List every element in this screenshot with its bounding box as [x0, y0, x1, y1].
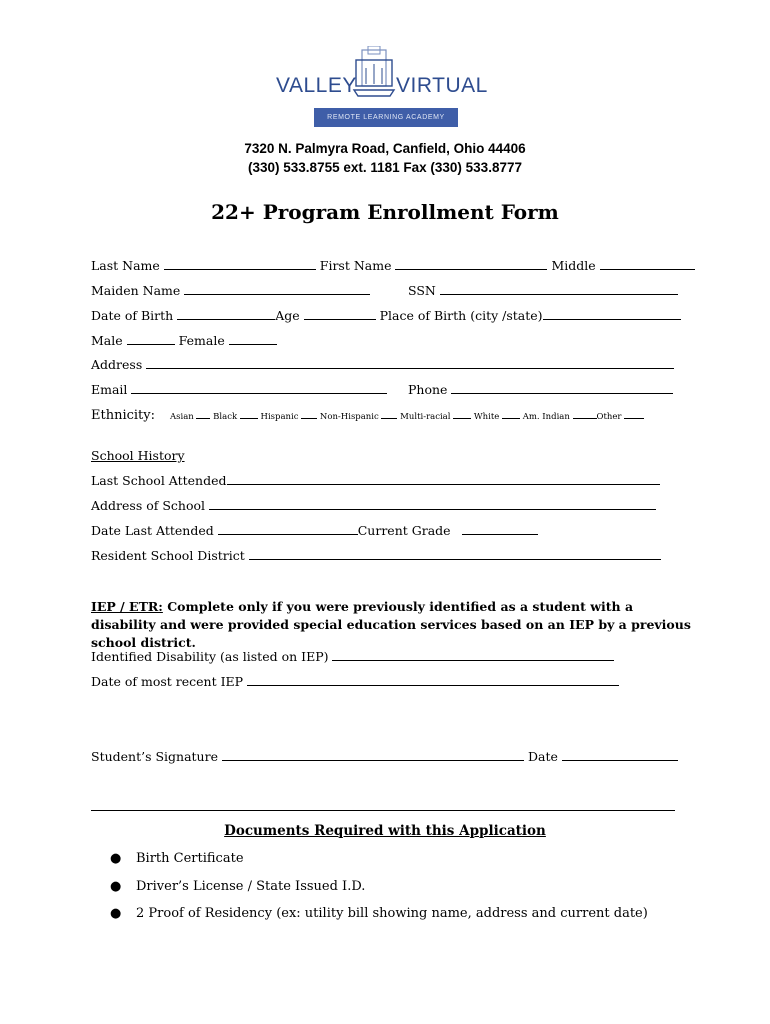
signature-date-group — [528, 749, 678, 764]
ethnicity-option-label: Non-Hispanic — [319, 412, 379, 422]
birth-row — [91, 308, 681, 323]
current-grade-field[interactable] — [462, 523, 538, 535]
disability-field[interactable] — [332, 649, 614, 661]
last-school-field[interactable] — [227, 473, 660, 485]
logo-word-valley: VALLEY — [276, 74, 357, 97]
recent-iep-row — [91, 674, 619, 689]
logo-word-virtual: VIRTUAL — [396, 74, 488, 97]
list-item — [110, 851, 244, 866]
email-field[interactable] — [131, 382, 387, 394]
ethnicity-option-label: White — [473, 412, 500, 422]
bullet-icon: ● — [110, 879, 122, 894]
date-last-field[interactable] — [218, 523, 358, 535]
document-item-label: 2 Proof of Residency (ex: utility bill showing name, address and current date) — [136, 906, 648, 921]
ethnicity-options — [170, 411, 644, 422]
bullet-icon: ● — [110, 906, 122, 921]
gender-row — [91, 333, 277, 348]
documents-heading: Documents Required with this Application — [224, 823, 546, 839]
first-name-field[interactable] — [395, 258, 547, 270]
ssn-label: SSN — [408, 283, 436, 298]
ssn-field[interactable] — [440, 283, 678, 295]
school-address-field[interactable] — [209, 498, 656, 510]
ethnicity-option-label: Multi-racial — [400, 412, 451, 422]
signature-field[interactable] — [222, 749, 524, 761]
list-item — [110, 906, 648, 921]
school-phone-fax: (330) 533.8755 ext. 1181 Fax (330) 533.8777 — [248, 160, 522, 175]
ethnicity-multiracial-field[interactable] — [453, 411, 471, 419]
ethnicity-option-label: Hispanic — [260, 412, 299, 422]
iep-instructions — [91, 598, 691, 652]
address-row — [91, 357, 674, 372]
female-label: Female — [178, 333, 225, 348]
current-grade-label: Current Grade — [357, 523, 451, 538]
list-item — [110, 879, 365, 894]
address-label: Address — [91, 357, 143, 372]
ethnicity-option-label: Other — [596, 412, 622, 422]
name-row — [91, 258, 695, 273]
phone-group — [408, 382, 673, 397]
female-field[interactable] — [229, 333, 277, 345]
signature-date-label: Date — [528, 749, 558, 764]
section-divider — [91, 810, 675, 811]
iep-text: Complete only if you were previously identified as a student with a disability and were provided special education services based on an IEP by a previous school district. — [91, 599, 691, 650]
date-last-label: Date Last Attended — [91, 523, 214, 538]
maiden-name-field[interactable] — [184, 283, 370, 295]
signature-row — [91, 749, 524, 764]
resident-district-field[interactable] — [249, 548, 661, 560]
resident-district-label: Resident School District — [91, 548, 245, 563]
ethnicity-option-label: Black — [213, 412, 238, 422]
email-row — [91, 382, 387, 397]
school-address-row — [91, 498, 656, 513]
ethnicity-non-hispanic-field[interactable] — [381, 411, 397, 419]
phone-field[interactable] — [451, 382, 673, 394]
ethnicity-white-field[interactable] — [502, 411, 520, 419]
maiden-name-label: Maiden Name — [91, 283, 181, 298]
middle-name-field[interactable] — [600, 258, 695, 270]
male-label: Male — [91, 333, 123, 348]
signature-date-field[interactable] — [562, 749, 678, 761]
first-name-label: First Name — [319, 258, 392, 273]
document-item-label: Driver’s License / State Issued I.D. — [136, 879, 366, 894]
recent-iep-field[interactable] — [247, 674, 619, 686]
form-title: 22+ Program Enrollment Form — [211, 200, 559, 224]
ethnicity-option-label: Asian — [170, 412, 194, 422]
last-school-label: Last School Attended — [91, 473, 227, 488]
recent-iep-label: Date of most recent IEP — [91, 674, 244, 689]
pob-label: Place of Birth (city /state) — [379, 308, 543, 323]
maiden-row — [91, 283, 370, 298]
school-address-label: Address of School — [91, 498, 205, 513]
email-label: Email — [91, 382, 128, 397]
age-field[interactable] — [304, 308, 376, 320]
ethnicity-option-label: Am. Indian — [522, 412, 570, 422]
ethnicity-am-indian-field[interactable] — [573, 411, 597, 419]
resident-district-row — [91, 548, 661, 563]
ethnicity-label: Ethnicity: — [91, 408, 156, 423]
dob-label: Date of Birth — [91, 308, 174, 323]
dob-field[interactable] — [177, 308, 275, 320]
signature-label: Student’s Signature — [91, 749, 218, 764]
iep-label: IEP / ETR: — [91, 599, 163, 614]
school-address: 7320 N. Palmyra Road, Canfield, Ohio 44406 — [244, 141, 526, 156]
ethnicity-hispanic-field[interactable] — [301, 411, 317, 419]
valley-virtual-logo — [270, 46, 500, 134]
address-field[interactable] — [146, 357, 674, 369]
ethnicity-black-field[interactable] — [240, 411, 258, 419]
phone-label: Phone — [408, 382, 448, 397]
middle-name-label: Middle — [551, 258, 596, 273]
ethnicity-other-field[interactable] — [624, 411, 644, 419]
male-field[interactable] — [127, 333, 175, 345]
school-history-heading: School History — [91, 448, 185, 463]
age-label: Age — [275, 308, 300, 323]
bullet-icon: ● — [110, 851, 122, 866]
pob-field[interactable] — [543, 308, 681, 320]
logo-building-icon — [352, 46, 396, 102]
document-item-label: Birth Certificate — [136, 851, 244, 866]
disability-label: Identified Disability (as listed on IEP) — [91, 649, 329, 664]
ethnicity-asian-field[interactable] — [196, 411, 210, 419]
logo-tagline-band: REMOTE LEARNING ACADEMY — [314, 108, 458, 127]
last-school-row — [91, 473, 660, 488]
last-name-label: Last Name — [91, 258, 160, 273]
disability-row — [91, 649, 614, 664]
ssn-group — [408, 283, 678, 298]
last-name-field[interactable] — [164, 258, 316, 270]
date-last-row — [91, 523, 538, 538]
